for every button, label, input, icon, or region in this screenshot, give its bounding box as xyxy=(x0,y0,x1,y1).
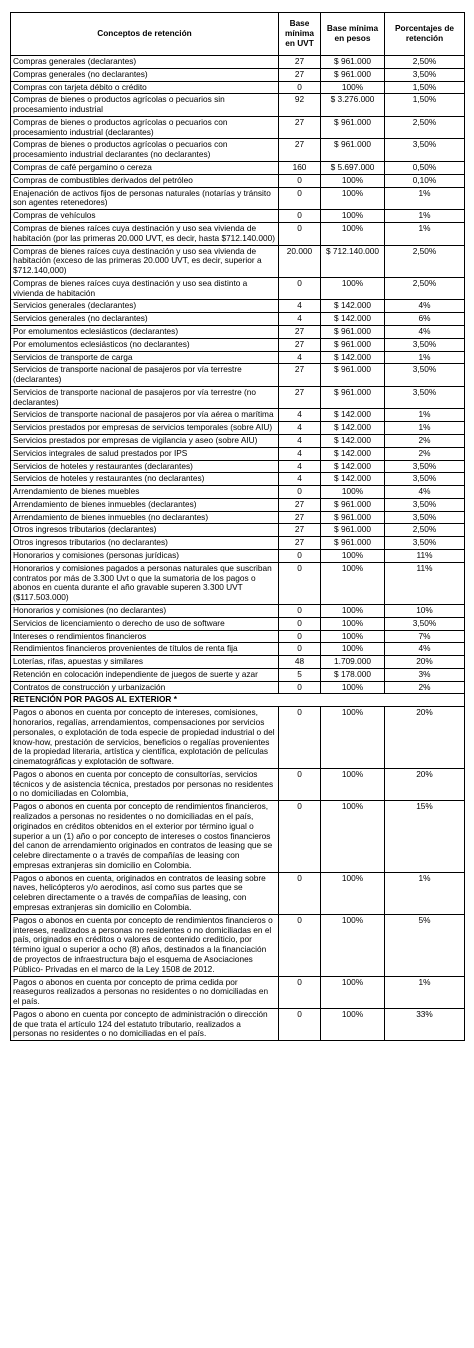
base-uvt-cell: 27 xyxy=(279,386,321,409)
table-row xyxy=(11,56,465,69)
concept-cell: Honorarios y comisiones (no declarantes) xyxy=(11,604,279,617)
base-pesos-cell: 100% xyxy=(321,550,385,563)
percentage-cell: 1,50% xyxy=(385,94,465,117)
percentage-cell: 2,50% xyxy=(385,116,465,139)
table-row xyxy=(11,409,465,422)
concept-cell: Servicios de transporte nacional de pasajeros por vía terrestre (declarantes) xyxy=(11,364,279,387)
base-pesos-cell: $ 142.000 xyxy=(321,473,385,486)
header-base-pesos: Base mínima en pesos xyxy=(321,13,385,56)
base-uvt-cell: 0 xyxy=(279,1008,321,1040)
base-uvt-cell: 0 xyxy=(279,617,321,630)
base-uvt-cell: 0 xyxy=(279,550,321,563)
table-row xyxy=(11,511,465,524)
base-pesos-cell: $ 961.000 xyxy=(321,511,385,524)
concept-cell: Compras generales (declarantes) xyxy=(11,56,279,69)
table-row xyxy=(11,422,465,435)
concept-cell: Pagos o abonos en cuenta por concepto de rendimientos financieros o intereses, realizados a personas no residentes o no domiciliadas en el país, originados en créditos o valores de contenido crediticio, por término igual o superior a ocho (8) años, destinados a la financiación de proyectos de infraestructura bajo el esquema de Asociaciones Público- Privadas en el marco de la Ley 1508 de 2012. xyxy=(11,914,279,976)
concept-cell: Servicios de hoteles y restaurantes (declarantes) xyxy=(11,460,279,473)
base-uvt-cell: 0 xyxy=(279,604,321,617)
percentage-cell: 5% xyxy=(385,914,465,976)
base-uvt-cell: 0 xyxy=(279,976,321,1008)
base-pesos-cell: $ 961.000 xyxy=(321,537,385,550)
concept-cell: Por emolumentos eclesiásticos (no declarantes) xyxy=(11,338,279,351)
percentage-cell: 11% xyxy=(385,550,465,563)
concept-cell: Servicios prestados por empresas de servicios temporales (sobre AIU) xyxy=(11,422,279,435)
concept-cell: Pagos o abonos en cuenta por concepto de intereses, comisiones, honorarios, regalías, arrendamientos, compensaciones por servicios personales, o explotación de toda especie de propiedad industrial o del know-how, prestación de servicios, beneficios o regalías provenientes de la propiedad literaria, artística y científica, explotación de películas cinematográficas y explotación de software. xyxy=(11,707,279,769)
base-pesos-cell: $ 142.000 xyxy=(321,313,385,326)
base-pesos-cell: $ 961.000 xyxy=(321,364,385,387)
concept-cell: Servicios de transporte de carga xyxy=(11,351,279,364)
concept-cell: Pagos o abonos en cuenta por concepto de prima cedida por reaseguros realizados a personas no residentes o no domiciliadas en el país. xyxy=(11,976,279,1008)
base-uvt-cell: 0 xyxy=(279,643,321,656)
base-uvt-cell: 0 xyxy=(279,681,321,694)
table-row xyxy=(11,386,465,409)
base-pesos-cell: 100% xyxy=(321,976,385,1008)
base-pesos-cell: $ 142.000 xyxy=(321,300,385,313)
table-row xyxy=(11,313,465,326)
concept-cell: Arrendamiento de bienes inmuebles (no declarantes) xyxy=(11,511,279,524)
concept-cell: Compras de vehículos xyxy=(11,210,279,223)
concept-cell: Intereses o rendimientos financieros xyxy=(11,630,279,643)
base-pesos-cell: 100% xyxy=(321,210,385,223)
base-uvt-cell: 4 xyxy=(279,313,321,326)
base-uvt-cell: 4 xyxy=(279,351,321,364)
base-uvt-cell: 4 xyxy=(279,460,321,473)
table-row xyxy=(11,210,465,223)
section-row xyxy=(11,694,465,707)
table-row xyxy=(11,550,465,563)
base-pesos-cell: $ 961.000 xyxy=(321,68,385,81)
percentage-cell: 3,50% xyxy=(385,338,465,351)
percentage-cell: 4% xyxy=(385,643,465,656)
table-row xyxy=(11,364,465,387)
base-pesos-cell: $ 961.000 xyxy=(321,116,385,139)
base-pesos-cell: 100% xyxy=(321,174,385,187)
concept-cell: Otros ingresos tributarios (declarantes) xyxy=(11,524,279,537)
base-uvt-cell: 0 xyxy=(279,222,321,245)
percentage-cell: 3,50% xyxy=(385,537,465,550)
header-row xyxy=(11,13,465,56)
base-uvt-cell: 0 xyxy=(279,872,321,914)
base-uvt-cell: 27 xyxy=(279,537,321,550)
percentage-cell: 1% xyxy=(385,409,465,422)
concept-cell: Otros ingresos tributarios (no declarantes) xyxy=(11,537,279,550)
base-uvt-cell: 27 xyxy=(279,325,321,338)
percentage-cell: 1% xyxy=(385,976,465,1008)
base-pesos-cell: $ 142.000 xyxy=(321,447,385,460)
table-row xyxy=(11,174,465,187)
base-uvt-cell: 92 xyxy=(279,94,321,117)
table-row xyxy=(11,617,465,630)
percentage-cell: 1% xyxy=(385,210,465,223)
base-pesos-cell: $ 142.000 xyxy=(321,422,385,435)
base-pesos-cell: 100% xyxy=(321,630,385,643)
percentage-cell: 2% xyxy=(385,435,465,448)
base-pesos-cell: $ 961.000 xyxy=(321,325,385,338)
concept-cell: Contratos de construcción y urbanización xyxy=(11,681,279,694)
base-uvt-cell: 0 xyxy=(279,801,321,872)
base-pesos-cell: 100% xyxy=(321,187,385,210)
base-uvt-cell: 0 xyxy=(279,187,321,210)
percentage-cell: 4% xyxy=(385,325,465,338)
base-pesos-cell: $ 142.000 xyxy=(321,460,385,473)
concept-cell: Compras con tarjeta débito o crédito xyxy=(11,81,279,94)
base-pesos-cell: 100% xyxy=(321,604,385,617)
table-row xyxy=(11,187,465,210)
concept-cell: Pagos o abonos en cuenta por concepto de consultorías, servicios técnicos y de asistencia técnica, prestados por personas no residentes o no domiciliadas en Colombia, xyxy=(11,768,279,800)
base-uvt-cell: 0 xyxy=(279,277,321,300)
concept-cell: Compras de bienes o productos agrícolas o pecuarios sin procesamiento industrial xyxy=(11,94,279,117)
base-uvt-cell: 0 xyxy=(279,768,321,800)
concept-cell: Compras generales (no declarantes) xyxy=(11,68,279,81)
concept-cell: Compras de combustibles derivados del petróleo xyxy=(11,174,279,187)
base-uvt-cell: 4 xyxy=(279,300,321,313)
base-uvt-cell: 4 xyxy=(279,409,321,422)
percentage-cell: 20% xyxy=(385,656,465,669)
base-pesos-cell: $ 961.000 xyxy=(321,56,385,69)
percentage-cell: 1% xyxy=(385,872,465,914)
percentage-cell: 3,50% xyxy=(385,386,465,409)
exterior-table-row xyxy=(11,872,465,914)
header-percentage: Porcentajes de retención xyxy=(385,13,465,56)
table-row xyxy=(11,460,465,473)
table-row xyxy=(11,245,465,277)
concept-cell: Servicios de hoteles y restaurantes (no declarantes) xyxy=(11,473,279,486)
percentage-cell: 3,50% xyxy=(385,498,465,511)
table-row xyxy=(11,498,465,511)
base-uvt-cell: 0 xyxy=(279,81,321,94)
percentage-cell: 3,50% xyxy=(385,473,465,486)
table-row xyxy=(11,562,465,604)
table-row xyxy=(11,681,465,694)
exterior-table-row xyxy=(11,1008,465,1040)
percentage-cell: 4% xyxy=(385,300,465,313)
base-uvt-cell: 0 xyxy=(279,914,321,976)
concept-cell: Arrendamiento de bienes inmuebles (declarantes) xyxy=(11,498,279,511)
table-row xyxy=(11,435,465,448)
percentage-cell: 0,50% xyxy=(385,162,465,175)
concept-cell: Retención en colocación independiente de juegos de suerte y azar xyxy=(11,668,279,681)
concept-cell: Pagos o abonos en cuenta, originados en contratos de leasing sobre naves, helicópteros y/o aerodinos, así como sus partes que se celebren directamente o a través de compañías de leasing, con empresas extranjeras sin domicilio en Colombia. xyxy=(11,872,279,914)
section-title: RETENCIÓN POR PAGOS AL EXTERIOR * xyxy=(11,694,465,707)
base-uvt-cell: 27 xyxy=(279,364,321,387)
concept-cell: Compras de bienes o productos agrícolas o pecuarios con procesamiento industrial (declarantes) xyxy=(11,116,279,139)
retention-table xyxy=(10,12,465,1041)
base-uvt-cell: 27 xyxy=(279,56,321,69)
section-header xyxy=(11,694,465,707)
table-row xyxy=(11,222,465,245)
header-concept: Conceptos de retención xyxy=(11,13,279,56)
table-row xyxy=(11,139,465,162)
percentage-cell: 2,50% xyxy=(385,524,465,537)
base-uvt-cell: 4 xyxy=(279,422,321,435)
base-pesos-cell: $ 961.000 xyxy=(321,524,385,537)
concept-cell: Pagos o abonos en cuenta por concepto de rendimientos financieros, realizados a personas no residentes o no domiciliadas en el país, originados en créditos obtenidos en el exterior por término igual o superior a un (1) año o por concepto de intereses o costos financieros del canon de arrendamiento originados en contratos de leasing que se celebre directamente o a través de compañías de leasing con empresas extranjeras sin domicilio en Colombia. xyxy=(11,801,279,872)
exterior-table-row xyxy=(11,801,465,872)
base-pesos-cell: $ 961.000 xyxy=(321,498,385,511)
percentage-cell: 3,50% xyxy=(385,139,465,162)
table-row xyxy=(11,277,465,300)
concept-cell: Servicios generales (declarantes) xyxy=(11,300,279,313)
table-row xyxy=(11,81,465,94)
percentage-cell: 10% xyxy=(385,604,465,617)
percentage-cell: 3% xyxy=(385,668,465,681)
base-pesos-cell: 100% xyxy=(321,768,385,800)
base-uvt-cell: 27 xyxy=(279,116,321,139)
base-pesos-cell: 100% xyxy=(321,872,385,914)
concept-cell: Enajenación de activos fijos de personas naturales (notarías y tránsito son agentes retenedores) xyxy=(11,187,279,210)
percentage-cell: 33% xyxy=(385,1008,465,1040)
concept-cell: Compras de café pergamino o cereza xyxy=(11,162,279,175)
table-row xyxy=(11,643,465,656)
table-body xyxy=(11,56,465,694)
percentage-cell: 3,50% xyxy=(385,617,465,630)
percentage-cell: 3,50% xyxy=(385,68,465,81)
base-uvt-cell: 27 xyxy=(279,68,321,81)
concept-cell: Servicios de transporte nacional de pasajeros por vía terrestre (no declarantes) xyxy=(11,386,279,409)
percentage-cell: 1,50% xyxy=(385,81,465,94)
base-pesos-cell: $ 3.276.000 xyxy=(321,94,385,117)
base-pesos-cell: $ 178.000 xyxy=(321,668,385,681)
percentage-cell: 2,50% xyxy=(385,56,465,69)
base-uvt-cell: 4 xyxy=(279,447,321,460)
base-uvt-cell: 0 xyxy=(279,707,321,769)
concept-cell: Arrendamiento de bienes muebles xyxy=(11,486,279,499)
base-uvt-cell: 27 xyxy=(279,511,321,524)
concept-cell: Rendimientos financieros provenientes de títulos de renta fija xyxy=(11,643,279,656)
base-uvt-cell: 27 xyxy=(279,524,321,537)
base-pesos-cell: 100% xyxy=(321,486,385,499)
concept-cell: Pagos o abono en cuenta por concepto de administración o dirección de que trata el artículo 124 del estatuto tributario, realizados a personas no residentes o no domiciliadas en el país. xyxy=(11,1008,279,1040)
base-pesos-cell: 100% xyxy=(321,707,385,769)
percentage-cell: 3,50% xyxy=(385,460,465,473)
base-uvt-cell: 48 xyxy=(279,656,321,669)
table-row xyxy=(11,537,465,550)
table-row xyxy=(11,630,465,643)
base-pesos-cell: 100% xyxy=(321,643,385,656)
percentage-cell: 20% xyxy=(385,768,465,800)
percentage-cell: 6% xyxy=(385,313,465,326)
table-row xyxy=(11,338,465,351)
base-uvt-cell: 27 xyxy=(279,498,321,511)
percentage-cell: 4% xyxy=(385,486,465,499)
base-uvt-cell: 0 xyxy=(279,210,321,223)
table-row xyxy=(11,656,465,669)
base-uvt-cell: 27 xyxy=(279,139,321,162)
percentage-cell: 15% xyxy=(385,801,465,872)
percentage-cell: 20% xyxy=(385,707,465,769)
base-pesos-cell: $ 5.697.000 xyxy=(321,162,385,175)
concept-cell: Honorarios y comisiones pagados a personas naturales que suscriban contratos por más de 3.300 Uvt o que la sumatoria de los pagos o abonos en cuenta durante el año gravable superen 3.300 UVT ($117.503.000) xyxy=(11,562,279,604)
percentage-cell: 1% xyxy=(385,351,465,364)
base-pesos-cell: 100% xyxy=(321,801,385,872)
percentage-cell: 11% xyxy=(385,562,465,604)
concept-cell: Servicios generales (no declarantes) xyxy=(11,313,279,326)
concept-cell: Servicios integrales de salud prestados por IPS xyxy=(11,447,279,460)
percentage-cell: 7% xyxy=(385,630,465,643)
table-row xyxy=(11,68,465,81)
table-row xyxy=(11,524,465,537)
concept-cell: Servicios de licenciamiento o derecho de uso de software xyxy=(11,617,279,630)
concept-cell: Servicios prestados por empresas de vigilancia y aseo (sobre AIU) xyxy=(11,435,279,448)
base-pesos-cell: 100% xyxy=(321,222,385,245)
base-pesos-cell: $ 142.000 xyxy=(321,435,385,448)
table-row xyxy=(11,325,465,338)
exterior-table-row xyxy=(11,768,465,800)
base-pesos-cell: 100% xyxy=(321,681,385,694)
concept-cell: Honorarios y comisiones (personas jurídicas) xyxy=(11,550,279,563)
base-pesos-cell: $ 142.000 xyxy=(321,351,385,364)
base-pesos-cell: 100% xyxy=(321,617,385,630)
base-pesos-cell: 100% xyxy=(321,914,385,976)
percentage-cell: 0,10% xyxy=(385,174,465,187)
percentage-cell: 2,50% xyxy=(385,245,465,277)
table-row xyxy=(11,668,465,681)
exterior-table-row xyxy=(11,976,465,1008)
percentage-cell: 1% xyxy=(385,422,465,435)
base-pesos-cell: 100% xyxy=(321,81,385,94)
percentage-cell: 1% xyxy=(385,222,465,245)
concept-cell: Compras de bienes o productos agrícolas o pecuarios con procesamiento industrial declarantes (no declarantes) xyxy=(11,139,279,162)
percentage-cell: 2,50% xyxy=(385,277,465,300)
base-pesos-cell: 100% xyxy=(321,277,385,300)
table-row xyxy=(11,116,465,139)
table-row xyxy=(11,94,465,117)
base-uvt-cell: 0 xyxy=(279,174,321,187)
base-uvt-cell: 0 xyxy=(279,486,321,499)
table-row xyxy=(11,473,465,486)
exterior-table-row xyxy=(11,914,465,976)
percentage-cell: 3,50% xyxy=(385,364,465,387)
table-row xyxy=(11,447,465,460)
table-row xyxy=(11,351,465,364)
table-row xyxy=(11,162,465,175)
exterior-table-body xyxy=(11,707,465,1041)
table-row xyxy=(11,604,465,617)
exterior-table-row xyxy=(11,707,465,769)
percentage-cell: 2% xyxy=(385,681,465,694)
base-pesos-cell: 100% xyxy=(321,562,385,604)
concept-cell: Compras de bienes raíces cuya destinación y uso sea distinto a vivienda de habitación xyxy=(11,277,279,300)
base-pesos-cell: $ 961.000 xyxy=(321,338,385,351)
base-uvt-cell: 160 xyxy=(279,162,321,175)
base-uvt-cell: 4 xyxy=(279,435,321,448)
concept-cell: Compras de bienes raíces cuya destinación y uso sea vivienda de habitación (por las primeras 20.000 UVT, es decir, hasta $712.140.000) xyxy=(11,222,279,245)
base-uvt-cell: 27 xyxy=(279,338,321,351)
percentage-cell: 3,50% xyxy=(385,511,465,524)
table-row xyxy=(11,300,465,313)
percentage-cell: 1% xyxy=(385,187,465,210)
base-pesos-cell: $ 961.000 xyxy=(321,139,385,162)
base-uvt-cell: 20.000 xyxy=(279,245,321,277)
base-uvt-cell: 4 xyxy=(279,473,321,486)
header-base-uvt: Base mínima en UVT xyxy=(279,13,321,56)
concept-cell: Por emolumentos eclesiásticos (declarantes) xyxy=(11,325,279,338)
base-pesos-cell: $ 142.000 xyxy=(321,409,385,422)
table-row xyxy=(11,486,465,499)
concept-cell: Servicios de transporte nacional de pasajeros por vía aérea o marítima xyxy=(11,409,279,422)
base-pesos-cell: $ 961.000 xyxy=(321,386,385,409)
base-pesos-cell: 1.709.000 xyxy=(321,656,385,669)
base-uvt-cell: 0 xyxy=(279,562,321,604)
concept-cell: Loterías, rifas, apuestas y similares xyxy=(11,656,279,669)
concept-cell: Compras de bienes raíces cuya destinación y uso sea vivienda de habitación (exceso de las primeras 20.000 UVT, es decir, superior a $712.140,000) xyxy=(11,245,279,277)
percentage-cell: 2% xyxy=(385,447,465,460)
base-uvt-cell: 0 xyxy=(279,630,321,643)
base-uvt-cell: 5 xyxy=(279,668,321,681)
base-pesos-cell: 100% xyxy=(321,1008,385,1040)
base-pesos-cell: $ 712.140.000 xyxy=(321,245,385,277)
